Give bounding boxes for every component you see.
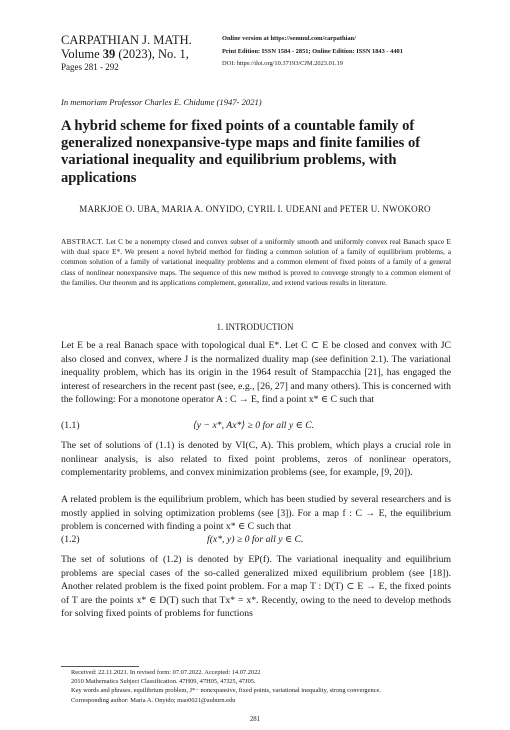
issn-info: Print Edition: ISSN 1584 - 2851; Online Edition: ISSN 1843 - 4401 [222,47,403,55]
journal-header [61,33,192,73]
received-dates: Received: 22.11.2021. In revised form: 07.07.2022. Accepted: 14.07.2022 [71,669,261,676]
equation-body: ⟨y − x*, Ax*⟩ ≥ 0 for all y ∈ C. [193,420,315,431]
equation-1-1 [61,420,451,434]
journal-info [222,33,403,71]
equation-number: (1.2) [61,534,80,545]
intro-paragraph-2: The set of solutions of (1.1) is denoted by VI(C, A). This problem, which plays a crucial role in nonlinear analysis, is also related to fixed point problems, zeros of nonlinear operators, complementarity problems, and convex minimization problems (see, for example, [9, 20]). [61,440,451,479]
equation-number: (1.1) [61,420,80,431]
abstract-label: ABSTRACT. [61,237,104,246]
journal-volume: Volume 39 (2023), No. 1, [61,47,189,61]
intro-paragraph-3: A related problem is the equilibrium problem, which has been studied by several researchers and is mostly applied in solving optimization problems (see [3]). For a map f : C → E, the equilibrium problem is concerned with finding a point x* ∈ C such that [61,494,451,533]
equation-body: f(x*, y) ≥ 0 for all y ∈ C. [207,534,304,545]
online-version: Online version at https://semnul.com/carpathian/ [222,35,356,42]
page-number: 281 [249,716,261,723]
section-heading: 1. INTRODUCTION [216,322,294,332]
author-list: MARKJOE O. UBA, MARIA A. ONYIDO, CYRIL I. UDEANI and PETER U. NWOKORO [79,204,431,214]
intro-paragraph-1: Let E be a real Banach space with topological dual E*. Let C ⊂ E be closed and convex with JC also closed and convex, where J is the normalized duality map (see definition 2.1). The variational inequality problem, which has its origin in the 1964 result of Stampacchia [21], has engaged the interest of researchers in the recent past (see, e.g., [26, 27] and many others). This is concerned with the following: For a monotone operator A : C → E, find a point x* ∈ C such that [61,340,451,406]
dedication: In memoriam Professor Charles E. Chidume (1947- 2021) [61,97,262,107]
keywords: Key words and phrases. equilibrium problem, J*− nonexpansive, fixed points, variational inequality, strong convergence. [71,687,381,695]
abstract [61,237,451,288]
corresponding-author: Corresponding author: Maria A. Onyido; mao0021@auburn.edu [71,696,236,704]
msc-classification: 2010 Mathematics Subject Classification. 47H09, 47H05, 47J25, 47J05. [71,678,256,686]
journal-pages: Pages 281 - 292 [61,62,119,72]
equation-1-2 [61,534,451,548]
paper-title: A hybrid scheme for fixed points of a countable family of generalized nonexpansive-type maps and finite families of variational inequality and equilibrium problems, with applications [61,118,421,186]
journal-name: CARPATHIAN J. MATH. [61,33,192,47]
intro-paragraph-4: The set of solutions of (1.2) is denoted by EP(f). The variational inequality and equilibrium problems are special cases of the so-called generalized mixed equilibrium problem (see [18]). Another related problem is the fixed point problem. For a map T : D(T) ⊂ E → E, the fixed points of T are the points x* ∈ D(T) such that Tx* = x*. Recently, owing to the need to develop methods for solving fixed points of problems for functions [61,554,451,620]
abstract-text: Let C be a nonempty closed and convex subset of a uniformly smooth and uniformly convex real Banach space E with dual space E*. We present a novel hybrid method for finding a common solution of a family of equilibrium problems, a common solution of a family of variational inequality problems and a common element of fixed points of a family of a general class of nonlinear nonexpansive maps. The sequence of this new method is proved to converge strongly to a common element of the families. Our theorem and its applications complement, generalize, and extend various results in literature. [61,237,451,287]
footnote-divider [61,666,139,667]
doi-link[interactable]: DOI: https://doi.org/10.37193/CJM.2023.01.19 [222,60,343,67]
footnotes [61,668,451,705]
